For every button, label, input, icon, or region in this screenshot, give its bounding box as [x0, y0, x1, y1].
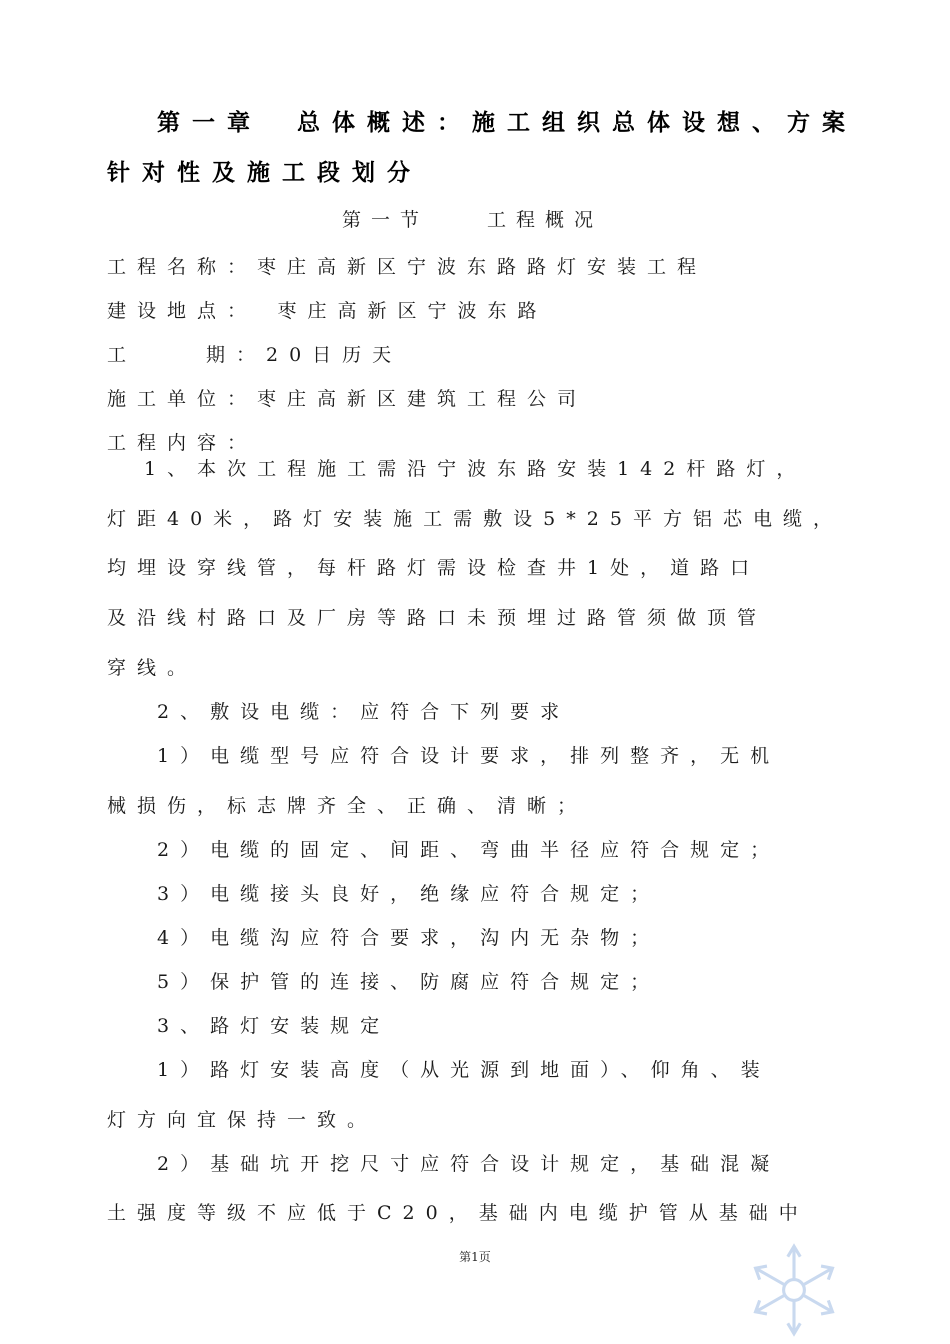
project-period-label: 工	[107, 344, 138, 366]
construction-unit: 施工单位：枣庄高新区建筑工程公司	[107, 388, 588, 410]
project-name: 工程名称：枣庄高新区宁波东路路灯安装工程	[107, 256, 708, 278]
body-line: 1）电缆型号应符合设计要求，排列整齐，无机	[157, 745, 781, 767]
project-period-value: 期：20日历天	[206, 344, 403, 366]
body-line: 5）保护管的连接、防腐应符合规定；	[157, 971, 661, 993]
body-line: 及沿线村路口及厂房等路口未预埋过路管须做顶管	[107, 607, 768, 629]
project-content-label: 工程内容：	[107, 432, 258, 454]
body-line: 灯距40米，路灯安装施工需敷设5*25平方铝芯电缆，	[107, 508, 843, 530]
body-line: 械损伤，标志牌齐全、正确、清晰；	[107, 795, 588, 817]
chapter-title-line-2: 针对性及施工段划分	[107, 160, 422, 186]
body-line: 均埋设穿线管，每杆路灯需设检查井1处，道路口	[107, 557, 761, 579]
body-line: 2）基础坑开挖尺寸应符合设计规定，基础混凝	[157, 1153, 781, 1175]
body-line: 2、敷设电缆：应符合下列要求	[157, 701, 571, 723]
section-title: 第一节 工程概况	[342, 209, 604, 231]
chapter-title-line-1: 第一章 总体概述：施工组织总体设想、方案	[157, 110, 857, 136]
body-line: 4）电缆沟应符合要求，沟内无杂物；	[157, 927, 661, 949]
project-location: 建设地点： 枣庄高新区宁波东路	[107, 300, 548, 322]
body-line: 1）路灯安装高度（从光源到地面）、仰角、装	[157, 1059, 771, 1081]
body-line: 1、本次工程施工需沿宁波东路安装142杆路灯，	[144, 458, 807, 480]
body-line: 穿线。	[107, 657, 198, 679]
body-line: 3）电缆接头良好，绝缘应符合规定；	[157, 883, 661, 905]
body-line: 土强度等级不应低于C20，基础内电缆护管从基础中	[107, 1202, 809, 1224]
body-line: 2）电缆的固定、间距、弯曲半径应符合规定；	[157, 839, 781, 861]
body-line: 3、路灯安装规定	[157, 1015, 391, 1037]
body-line: 灯方向宜保持一致。	[107, 1109, 378, 1131]
page-number: 第1页	[459, 1250, 491, 1264]
snowflake-watermark-icon	[742, 1238, 846, 1342]
